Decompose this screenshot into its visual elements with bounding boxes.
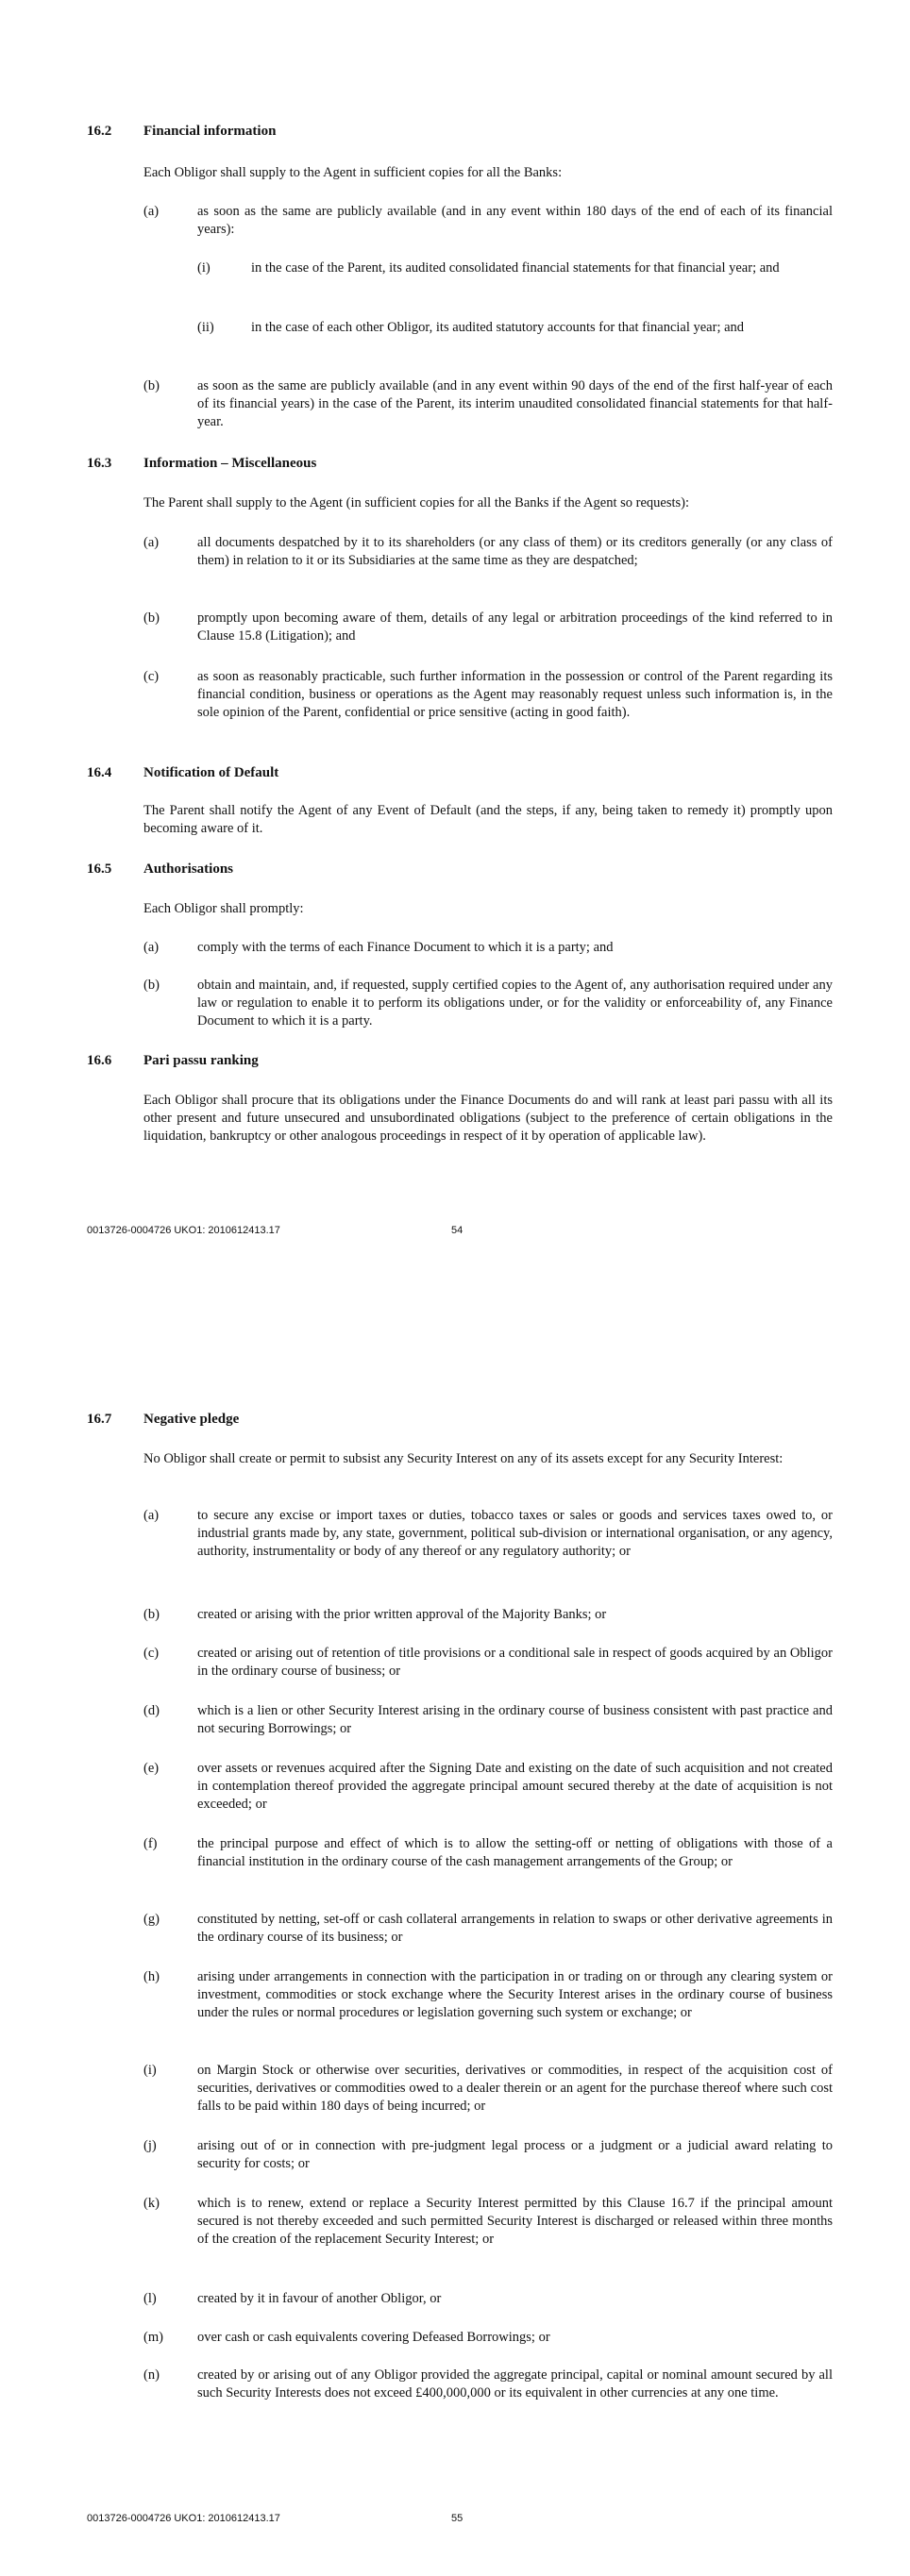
item-text: which is to renew, extend or replace a Security Interest permitted by this Clause 16.7 if the principal amount secured is not thereby exceeded and such permitted Security Interest is discharged or released within three months of the creation of the replacement Security Interest; or	[197, 2196, 833, 2247]
section-heading-16-2	[87, 123, 833, 140]
list-item	[143, 1835, 833, 1871]
item-text: in the case of the Parent, its audited consolidated financial statements for that financial year; and	[251, 260, 780, 276]
section-title: Notification of Default	[143, 765, 279, 780]
item-text: created or arising with the prior written approval of the Majority Banks; or	[197, 1607, 607, 1622]
item-label: (i)	[197, 260, 211, 276]
section-number: 16.6	[87, 1053, 112, 1068]
section-heading-16-5	[87, 861, 833, 878]
list-item	[143, 2062, 833, 2116]
item-label: (ii)	[197, 320, 214, 335]
item-text: over assets or revenues acquired after the Signing Date and existing on the date of such acquisition and not created in contemplation thereof provided the aggregate principal amount secured thereby at the date of acquisition is not exceeded; or	[197, 1761, 833, 1812]
list-item	[143, 1760, 833, 1814]
item-text: as soon as reasonably practicable, such further information in the possession or control of the Parent regarding its financial condition, business or operations as the Agent may reasonably request unless such information is, in the sole opinion of the Parent, confidential or price sensitive (acting in good faith).	[197, 669, 833, 720]
item-text: obtain and maintain, and, if requested, supply certified copies to the Agent of, any authorisation required under any law or regulation to enable it to perform its obligations under, or for the validity or enforceability of, any Finance Document to which it is a party.	[197, 978, 833, 1029]
list-item	[143, 1968, 833, 2022]
list-item	[143, 2367, 833, 2402]
item-label: (b)	[143, 1607, 160, 1622]
item-text: created by or arising out of any Obligor provided the aggregate principal, capital or nominal amount secured by all such Security Interests does not exceed £400,000,000 or its equivalent in other currencies at any one time.	[197, 2367, 833, 2400]
item-label: (b)	[143, 978, 160, 993]
section-title: Financial information	[143, 124, 277, 139]
item-label: (l)	[143, 2291, 157, 2306]
section-heading-16-6	[87, 1052, 833, 1069]
list-item	[143, 2329, 833, 2347]
list-item	[143, 377, 833, 431]
item-text: to secure any excise or import taxes or duties, tobacco taxes or sales or goods and services taxes owed to, or industrial grants made by, any state, government, political sub-division or international organisation, or any agency, authority, instrumentality or body of any thereof or any regulatory authority; or	[197, 1508, 833, 1559]
list-item	[143, 668, 833, 722]
item-text: arising under arrangements in connection with the participation in or trading on or through any clearing system or investment, commodities or stock exchange where the Security Interest arises in the ordinary course of business under the rules or normal procedures or legislation governing such system or exchange; or	[197, 1969, 833, 2020]
item-label: (k)	[143, 2196, 160, 2211]
item-text: promptly upon becoming aware of them, details of any legal or arbitration proceedings of the kind referred to in Clause 15.8 (Litigation); and	[197, 611, 833, 644]
section-title: Pari passu ranking	[143, 1053, 259, 1068]
section-title: Authorisations	[143, 861, 234, 877]
item-label: (d)	[143, 1703, 160, 1718]
list-item	[143, 2290, 833, 2308]
list-item	[143, 2137, 833, 2173]
item-label: (a)	[143, 940, 160, 955]
item-label: (i)	[143, 2063, 157, 2078]
item-label: (a)	[143, 204, 160, 219]
list-item	[143, 977, 833, 1030]
list-item	[143, 1507, 833, 1561]
item-text: created by it in favour of another Obligor, or	[197, 2291, 442, 2306]
item-text: created or arising out of retention of title provisions or a conditional sale in respect of goods acquired by an Obligor in the ordinary course of business; or	[197, 1646, 833, 1679]
item-label: (b)	[143, 378, 160, 393]
sub-list-item	[197, 319, 833, 337]
section-number: 16.7	[87, 1412, 112, 1427]
item-text: the principal purpose and effect of which is to allow the setting-off or netting of obligations with those of a financial institution in the ordinary course of the cash management arrangements of the Group; or	[197, 1836, 833, 1869]
section-text: The Parent shall notify the Agent of any Event of Default (and the steps, if any, being taken to remedy it) promptly upon becoming aware of it.	[143, 803, 833, 836]
document-page-55	[0, 1288, 910, 2576]
section-number: 16.5	[87, 861, 112, 877]
document-footer: 0013726-0004726 UKO1: 2010612413.17	[87, 1225, 280, 1236]
item-label: (j)	[143, 2138, 157, 2153]
item-text: in the case of each other Obligor, its audited statutory accounts for that financial year; and	[251, 320, 745, 335]
section-intro: Each Obligor shall supply to the Agent in sufficient copies for all the Banks:	[143, 165, 563, 180]
list-item	[143, 534, 833, 570]
item-label: (g)	[143, 1912, 160, 1927]
item-text: constituted by netting, set-off or cash collateral arrangements in relation to swaps or other derivative agreements in the ordinary course of its business; or	[197, 1912, 833, 1945]
item-text: as soon as the same are publicly available (and in any event within 180 days of the end of each of its financial years):	[197, 204, 833, 237]
item-label: (a)	[143, 535, 160, 550]
item-label: (c)	[143, 669, 160, 684]
section-heading-16-3	[87, 455, 833, 472]
item-text: over cash or cash equivalents covering Defeased Borrowings; or	[197, 2330, 550, 2345]
list-item	[143, 1645, 833, 1681]
item-label: (c)	[143, 1646, 160, 1661]
item-label: (n)	[143, 2367, 160, 2383]
item-text: all documents despatched by it to its shareholders (or any class of them) or its creditors generally (or any class of them) in relation to it or its Subsidiaries at the same time as they are despatched;	[197, 535, 833, 568]
item-text: arising out of or in connection with pre-judgment legal process or a judgment or a judicial award relating to security for costs; or	[197, 2138, 833, 2171]
section-intro: No Obligor shall create or permit to subsist any Security Interest on any of its assets except for any Security Interest:	[143, 1451, 784, 1466]
section-intro: Each Obligor shall promptly:	[143, 901, 304, 916]
section-heading-16-4	[87, 764, 833, 781]
document-footer: 0013726-0004726 UKO1: 2010612413.17	[87, 2513, 280, 2524]
item-label: (a)	[143, 1508, 160, 1523]
page-number: 54	[451, 1225, 463, 1236]
item-label: (e)	[143, 1761, 160, 1776]
section-intro: The Parent shall supply to the Agent (in sufficient copies for all the Banks if the Agent so requests):	[143, 495, 690, 510]
list-item	[143, 939, 833, 957]
item-label: (b)	[143, 611, 160, 626]
sub-list-item	[197, 259, 833, 277]
section-title: Information – Miscellaneous	[143, 456, 317, 471]
item-text: which is a lien or other Security Interest arising in the ordinary course of business consistent with past practice and not securing Borrowings; or	[197, 1703, 833, 1736]
section-number: 16.3	[87, 456, 112, 471]
section-title: Negative pledge	[143, 1412, 240, 1427]
item-text: on Margin Stock or otherwise over securities, derivatives or commodities, in respect of the acquisition cost of securities, derivatives or commodities owed to a dealer therein or an agent for the purchase thereof where such cost falls to be paid within 180 days of being incurred; or	[197, 2063, 833, 2114]
list-item	[143, 203, 833, 239]
list-item	[143, 2195, 833, 2249]
item-text: as soon as the same are publicly available (and in any event within 90 days of the end of the first half-year of each of its financial years) in the case of the Parent, its interim unaudited consolidated financial statements for that half-year.	[197, 378, 833, 429]
list-item	[143, 1606, 833, 1624]
page-number: 55	[451, 2513, 463, 2524]
item-label: (m)	[143, 2330, 163, 2345]
section-number: 16.2	[87, 124, 112, 139]
section-heading-16-7	[87, 1411, 833, 1428]
item-label: (f)	[143, 1836, 158, 1851]
item-label: (h)	[143, 1969, 160, 1984]
list-item	[143, 1702, 833, 1738]
section-number: 16.4	[87, 765, 112, 780]
item-text: comply with the terms of each Finance Document to which it is a party; and	[197, 940, 614, 955]
list-item	[143, 610, 833, 645]
section-text: Each Obligor shall procure that its obligations under the Finance Documents do and will rank at least pari passu with all its other present and future unsecured and unsubordinated obligations (subject to the preference of certain obligations in the liquidation, bankruptcy or other analogous proceedings in respect of it by operation of applicable law).	[143, 1093, 833, 1144]
list-item	[143, 1911, 833, 1947]
